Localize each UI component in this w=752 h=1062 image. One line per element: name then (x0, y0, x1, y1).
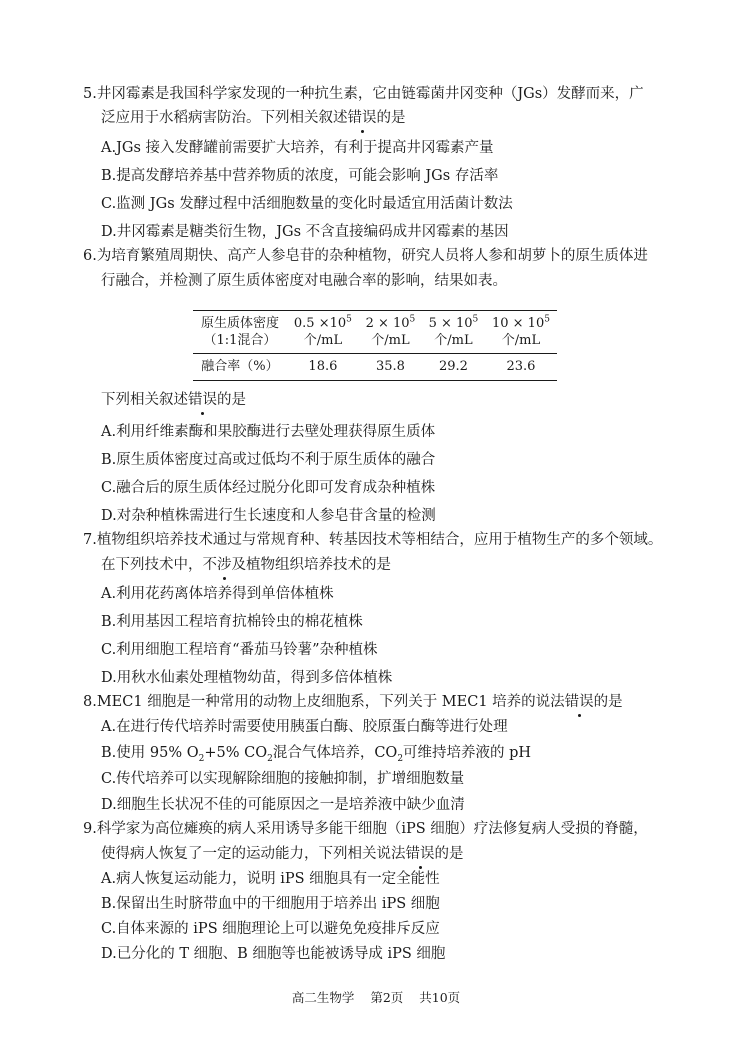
q8-option-c: C.传代培养可以实现解除细胞的接触抑制，扩增细胞数量 (101, 771, 465, 787)
q8-option-b-part: +5% CO (204, 745, 268, 761)
q7-option-b: B.利用基因工程培育抗棉铃虫的棉花植株 (101, 614, 363, 630)
q6-stem-text-end: 的是 (217, 392, 246, 408)
q9-option-a: A.病人恢复运动能力，说明 iPS 细胞具有一定全能性 (101, 871, 440, 887)
table-header-cell (422, 311, 485, 354)
q7-stem-text-end: 植物组织培养技术的是 (246, 557, 391, 573)
table-cell: 18.6 (287, 354, 359, 381)
subscript: 2 (397, 753, 404, 764)
q6-option-b: B.原生质体密度过高或过低均不利于原生质体的融合 (101, 452, 436, 468)
q9-option-b: B.保留出生时脐带血中的干细胞用于培养出 iPS 细胞 (101, 896, 440, 912)
q5-option-a: A.JGs 接入发酵罐前需要扩大培养，有利于提高井冈霉素产量 (101, 140, 494, 156)
table-header-cell (287, 311, 359, 354)
q7-stem-text: 在下列技术中， (101, 557, 203, 573)
q5-stem-line1: 5.井冈霉素是我国科学家发现的一种抗生素，它由链霉菌井冈变种（JGs）发酵而来，广 (83, 86, 644, 102)
q8-option-a: A.在进行传代培养时需要使用胰蛋白酶、胶原蛋白酶等进行处理 (101, 719, 508, 735)
q6-option-a: A.利用纤维素酶和果胶酶进行去壁处理获得原生质体 (101, 424, 436, 440)
table-cell: 35.8 (359, 354, 422, 381)
density-exp: 5 (544, 314, 550, 325)
density-unit: 个/mL (434, 333, 473, 348)
page-footer (0, 988, 752, 1006)
q5-option-d: D.井冈霉素是糖类衍生物，JGs 不含直接编码成井冈霉素的基因 (101, 224, 509, 240)
q9-option-c: C.自体来源的 iPS 细胞理论上可以避免免疫排斥反应 (101, 921, 440, 937)
table-header-label (193, 311, 287, 354)
q9-stem-line2 (101, 844, 464, 864)
density-exp: 5 (409, 314, 416, 325)
q5-stem-line2 (101, 108, 406, 128)
q8-option-d: D.细胞生长状况不佳的可能原因之一是培养液中缺少血清 (101, 797, 465, 813)
q8-stem-line1 (83, 692, 623, 712)
density-base: 0.5 ×10 (293, 316, 347, 331)
table-cell: 29.2 (422, 354, 485, 381)
q7-stem-line2 (101, 555, 391, 575)
density-unit: 个/mL (303, 333, 343, 348)
q5-stem-text: 泛应用于水稻病害防治。下列相关叙述 (101, 110, 348, 126)
density-exp: 5 (472, 314, 479, 325)
q8-stem-text-end: 的是 (593, 694, 623, 710)
q9-stem-text-end: 的是 (434, 846, 464, 862)
subscript: 2 (198, 753, 205, 764)
q8-option-b-part: B.使用 95% O (101, 745, 199, 761)
footer-subject: 高二生物学 (291, 990, 355, 1005)
q9-stem-line1: 9.科学家为高位瘫痪的病人采用诱导多能干细胞（iPS 细胞）疗法修复病人受损的脊髓， (83, 821, 648, 837)
q6-option-d: D.对杂种植株需进行生长速度和人参皂苷含量的检测 (101, 508, 436, 524)
table-cell: 23.6 (485, 354, 557, 381)
q5-option-b: B.提高发酵培养基中营养物质的浓度，可能会影响 JGs 存活率 (101, 168, 499, 184)
table-row (193, 354, 557, 381)
q8-option-b-part: 可维持培养液的 pH (403, 745, 532, 761)
q7-option-c: C.利用细胞工程培育“番茄马铃薯”杂种植株 (101, 642, 378, 658)
density-base: 10 × 10 (491, 316, 545, 331)
q6-stem-text: 下列相关叙述 (101, 392, 188, 408)
q9-stem-text: 使得病人恢复了一定的运动能力，下列相关说法 (101, 846, 406, 862)
subscript: 2 (267, 753, 273, 764)
q5-stem-text-end: 的是 (376, 110, 406, 126)
footer-page-number: 第2页 (370, 990, 404, 1005)
q7-stem-line1: 7.植物组织培养技术通过与常规育种、转基因技术等相结合，应用于植物生产的多个领域。 (83, 532, 663, 548)
emphasis-mark: 错误 (405, 846, 435, 862)
density-unit: 个/mL (371, 333, 410, 348)
density-unit: 个/mL (501, 333, 541, 348)
q6-stem-line3 (101, 390, 246, 410)
density-exp: 5 (346, 314, 352, 325)
table-header-cell (485, 311, 557, 354)
footer-total-pages: 共10页 (419, 990, 461, 1005)
header-label-line2: （1:1混合） (203, 333, 277, 348)
q6-option-c: C.融合后的原生质体经过脱分化即可发育成杂种植株 (101, 480, 436, 496)
q9-option-d: D.已分化的 T 细胞、B 细胞等也能被诱导成 iPS 细胞 (101, 946, 446, 962)
density-base: 5 × 10 (428, 316, 473, 331)
emphasis-mark: 错误 (564, 694, 594, 710)
header-label-line1: 原生质体密度 (200, 316, 279, 331)
q7-option-a: A.利用花药离体培养得到单倍体植株 (101, 586, 334, 602)
emphasis-mark: 错误 (188, 392, 217, 408)
q6-stem-line2: 行融合，并检测了原生质体密度对电融合率的影响，结果如表。 (101, 273, 507, 289)
q8-stem-text: 8.MEC1 细胞是一种常用的动物上皮细胞系，下列关于 MEC1 培养的说法 (83, 694, 565, 710)
q6-stem-line1: 6.为培育繁殖周期快、高产人参皂苷的杂种植物，研究人员将人参和胡萝卜的原生质体进 (83, 248, 648, 264)
q5-option-c: C.监测 JGs 发酵过程中活细胞数量的变化时最适宜用活菌计数法 (101, 196, 513, 212)
fusion-rate-table (193, 310, 557, 381)
emphasis-mark: 不涉及 (202, 557, 246, 573)
emphasis-mark: 错误 (347, 110, 377, 126)
q8-option-b-part: 混合气体培养，CO (272, 745, 398, 761)
row-label: 融合率（%） (193, 354, 287, 381)
q8-option-b (101, 743, 531, 763)
table-header-cell (359, 311, 422, 354)
table-header-row (193, 311, 557, 354)
q7-option-d: D.用秋水仙素处理植物幼苗，得到多倍体植株 (101, 670, 393, 686)
density-base: 2 × 10 (365, 316, 410, 331)
